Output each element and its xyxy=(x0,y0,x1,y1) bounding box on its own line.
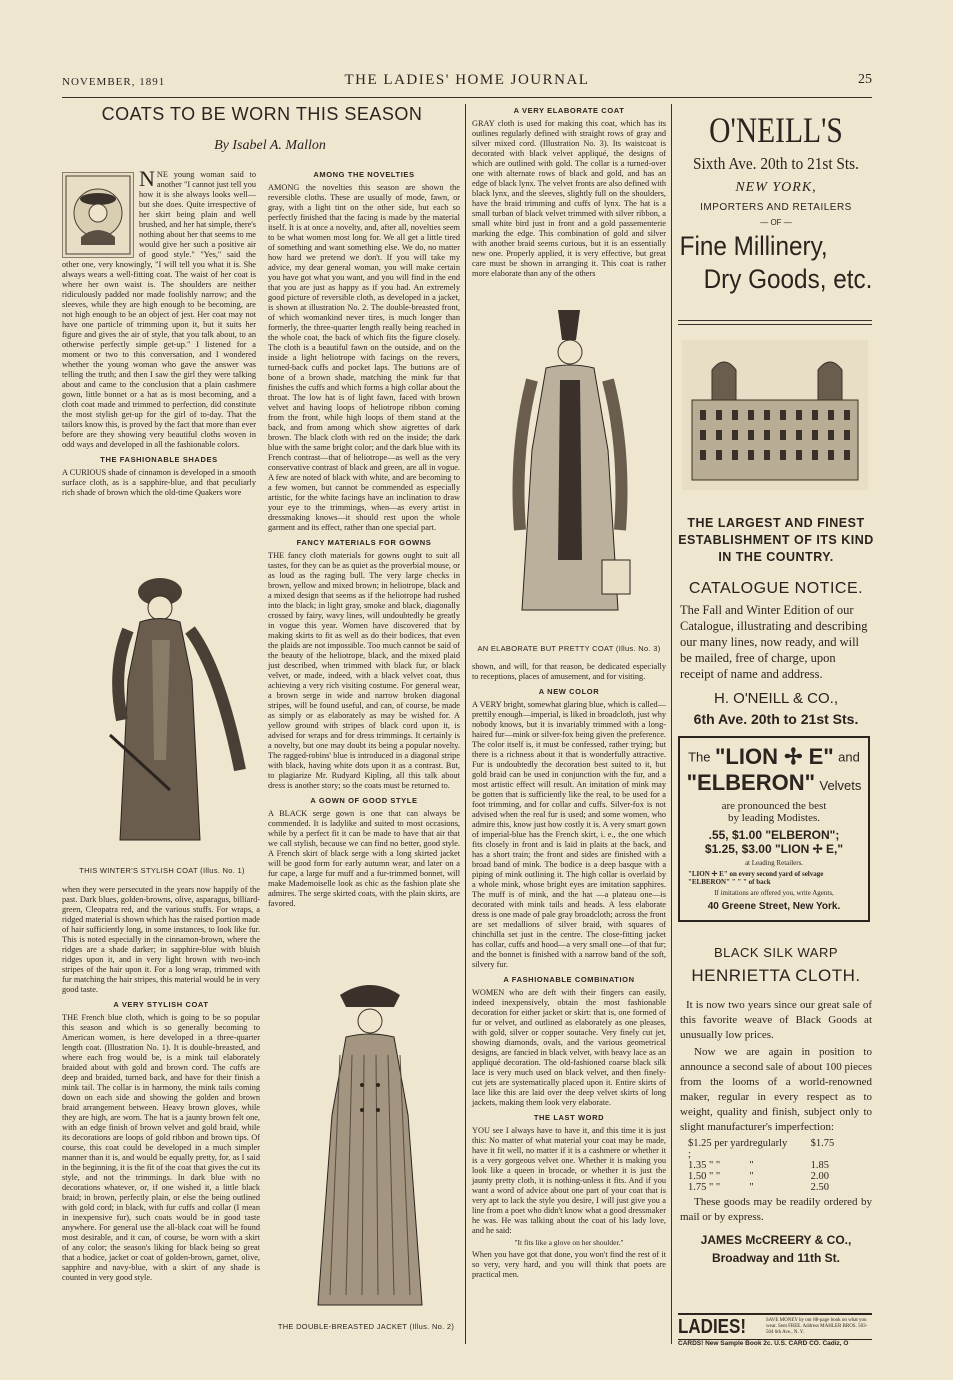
fancy-materials-text: THE fancy cloth materials for gowns ought to suit all tastes, for they can be as quiet as the proverbial mouse, or as loud as the raging bull. The very large checks in brown, yellow and mixed brown; in heliotrope, black and a mixed design that seems as if the heliotrope had rushed into the black; in light gray, smoke and black, diagonally crossed by fairy, wavy lines, will undoubtedly be greatly in vogue this year. Women have discovered that by making skirts to fit as well as do their bodices, that even the plaids are not impossible. Too much cannot be said of the beauty of the heliotrope, black, and the mixed plaid just described, when trimmed with black fur, or black velvet, or made, indeed, with a black velvet coat, thus achieving a very rich visiting costume. For general wear, a brown serge in wide and narrow broken diagonal stripes, will be found useful, and can, of course, be made as simply or as elaborately as may be wished for. A yellow ground with stripes of black cord upon it, is advised for wraps and for dress trimmings. It certainly is a novelty, but one may doubt its being a popular novelty. The ragged-robins' blue is introduced in a diagonal stripe with black, having white dots upon it as a contrast. But, to plagiarize Mr. Rudyard Kipling, all this talk about dress is another story; so the coats must be returned to. xyxy=(268,551,460,790)
subheading-novelties: AMONG THE NOVELTIES xyxy=(313,170,415,179)
ladies-ad xyxy=(678,1313,872,1340)
henrietta-warp: BLACK SILK WARP xyxy=(713,945,839,960)
oneill-catalogue-notice: CATALOGUE NOTICE. xyxy=(688,580,864,597)
oneill-ad xyxy=(676,110,876,295)
price-cell-b: " xyxy=(749,1171,754,1182)
price-row xyxy=(688,1160,872,1171)
oneill-ad-bottom xyxy=(676,515,876,727)
oneill-address: Sixth Ave. 20th to 21st Sts. xyxy=(693,154,859,173)
store-building-engraving xyxy=(682,340,868,490)
henrietta-ad xyxy=(676,945,876,1265)
column-divider xyxy=(671,104,672,1344)
price-cell-a: 1.35 " " xyxy=(688,1160,721,1171)
fashionable-shades-text: A CURIOUS shade of cinnamon is developed in a smooth surface cloth, as is a sapphire-blue, and that peculiarly rich shade of brown which the old-time Quakers wore xyxy=(62,468,256,497)
page-number: 25 xyxy=(858,72,872,87)
henrietta-p1: It is now two years since our great sale of this favorite weave of Black Goods at unusually low prices. xyxy=(680,999,872,1041)
lion-retailers: at Leading Retailers. xyxy=(744,859,804,867)
lion-modistes: by leading Modistes. xyxy=(728,812,820,824)
illustration-1 xyxy=(100,560,260,865)
combination-text: WOMEN who are deft with their fingers can easily, indeed inexpensively, obtain the most fashionable decoration for either jacket or skirt: that is, one formed of fur or velvet, and outlined as elaborately as one pleases, with gold, silver or copper soutache. Very finely cut jet, showing diamonds, ovals, and the various geometrical designs, are fancied in black velvet, with heavy lace as an appliqué decoration. The old-fashioned coarse black silk lace is very much used on black velvet, and then finely-cut jets are systematically placed upon it. Entire skirts of lace like this are laid over the deep velvet skirts of long jackets, making them look very elaborate. xyxy=(472,988,666,1107)
article-title: COATS TO BE WORN THIS SEASON xyxy=(101,104,423,124)
oneill-largest: THE LARGEST AND FINEST ESTABLISHMENT OF ITS KIND IN THE COUNTRY. xyxy=(678,516,874,564)
lion-the: The xyxy=(688,749,711,765)
ad-rule xyxy=(678,320,872,321)
subheading-elaborate-coat: A VERY ELABORATE COAT xyxy=(513,106,625,115)
issue-date: NOVEMBER, 1891 xyxy=(62,76,166,88)
cards-ad: CARDS! New Sample Book 2c. U.S. CARD CO. Cadiz, O xyxy=(678,1340,849,1347)
subheading-fancy-materials: FANCY MATERIALS FOR GOWNS xyxy=(296,538,432,547)
price-cell-a: $1.25 per yard ; xyxy=(688,1138,749,1160)
subheading-fashionable-shades: THE FASHIONABLE SHADES xyxy=(100,455,218,464)
column-3-top xyxy=(472,106,666,296)
price-row xyxy=(688,1138,872,1160)
lion-brand: "LION ✢ E" xyxy=(714,744,834,769)
last-word-text: YOU see I always have to have it, and this time it is just this: No matter of what material your coat may be made, have it fit well, no matter if it is a cashmere or whether it is a very gorgeous velvet one. Whether it is making you look like a queen in brocade, or whether it is just the jaunty pretty cloth, it is nothing-unless it fits. And if you want a word of advice about one part of your coat that is very apt to lack the style you desire, I will just give you a line from a poet who didn't know what a good dressmaker he was. He was talking about the coat of his lady love, and he said: xyxy=(472,1126,666,1235)
oneill-address-2: 6th Ave. 20th to 21st Sts. xyxy=(693,711,859,727)
final-text: When you have got that done, you won't find the rest of it so very, very hard, and you will think that poets are practical men. xyxy=(472,1250,666,1279)
lion-price-1: .55, $1.00 "ELBERON"; xyxy=(708,828,840,842)
price-cell-c: 1.85 xyxy=(810,1160,830,1171)
journal-title: THE LADIES' HOME JOURNAL xyxy=(344,72,590,88)
elberon-brand: "ELBERON" xyxy=(686,770,816,795)
caption-illus-1: THIS WINTER'S STYLISH COAT (Illus. No. 1) xyxy=(79,866,245,875)
henrietta-p3: These goods may be readily ordered by mail or by express. xyxy=(680,1196,872,1223)
price-cell-b: regularly xyxy=(749,1138,788,1149)
subheading-combination: A FASHIONABLE COMBINATION xyxy=(503,975,635,984)
subheading-last-word: THE LAST WORD xyxy=(533,1113,605,1122)
ad-rule xyxy=(678,324,872,325)
lion-elberon-ad xyxy=(678,736,870,922)
lion-note-3: If imitations are offered you, write Agents, xyxy=(714,889,834,897)
elaborate-coat-text: GRAY cloth is used for making this coat, which has its outlines regularly defined with straight rows of gray and silver mixed cord. (Illustration No. 3). Its waistcoat is decorated with black velvet appliqué, the designs of which are outlined with gold. The collar is a turned-over one with alternate rows of black and gold, and has an edge of black lynx. The velvet fronts are also defined with black lynx, and the sleeves, slightly full on the shoulders, have the braid trimming and cuffs of lynx. The hat is a small turban of black velvet trimmed with silver ribbon, a small white bird just in front and a gold passementerie marking the edge. This combination of gold and silver with another braid seems curious, but it is an essentially new one. Properly applied, it is very effective, but great care must be shown in arranging it. This coat is rather more elaborate than any of the others xyxy=(472,119,666,278)
stylish-coat-text: THE French blue cloth, which is going to be so popular this season and which is so generally becoming to American women, is here developed in a three-quarter length coat. (Illustration No. 1). It is double-breasted, and where each frog would be, is a mink tail elaborately braided about with gold and brown cord. The cuffs are deep and braided, turned back, and have for their finish a mink tail. The collar is in harmony, the mink tails coming down on each side and showing the golden and brown braid arrangement between. Heavy brown gloves, while they are high, are worn. The hat is a jaunty brown felt one, with an edge finish of brown velvet and gold braid, while its decorations are loops of gold ribbon and brown tips. Of course, this coat could be developed in a much simpler manner than it is, and would be equally pretty, for, as I said in the beginning, it is the fit of the coat that gives the cut its style, and not the trimmings. In dark blue with no decorations whatever, or, if one wished it, a little black braid; in brown, perfectly plain, or else the being outlined with gold cord; in black, with fur cuffs and collar (I mean in inexpensive fur), such coats would be in good taste anywhere. For general use the all-black coat will be found most desirable, and it can, of course, be worn with a skirt of any color; the season's liking for black being so great that a bodice, jacket or coat of golden-brown, garnet, olive, sapphire and navy-blue, with a skirt of any shade is counted in very good style. xyxy=(62,1013,260,1282)
subheading-good-style: A GOWN OF GOOD STYLE xyxy=(310,796,418,805)
illustration-3 xyxy=(490,310,650,640)
price-row xyxy=(688,1182,872,1193)
good-style-text: A BLACK serge gown is one that can always be commended. It is ladylike and suited to most occasions, while by a perfect fit it can be made to have that air that we call stylish, because we can find no better, good style. A French skirt of black serge with a long skirted jacket will be good form for early autumn wear, and later on a fur cape, a large fur muff and a fur-trimmed bonnet, will make Mademoiselle look as chic as the fashion plate she admires. The serge skirted coats, with the plain skirts, are favored. xyxy=(268,809,460,908)
price-cell-a: 1.75 " " xyxy=(688,1182,721,1193)
shades-continued-text: when they were persecuted in the years now happily of the past. Dark blues, golden-browns, olive, asparagus, billiard-green, Cleopatra red, and the various stuffs. For wraps, a ridged material is shown which has the raised portion made of hair sufficiently long, in some instances, to look like fur. This is noted especially in the cinnamon-brown, where the ridges are a shade darker; in sapphire-blue with bluish ridges upon it, and in very light brown with two-inch stripes of the hair upon it. For a long wrap, trimmed with fur matching the hair stripes, this material would be in very good taste. xyxy=(62,885,260,994)
henrietta-p2: Now we are again in position to announce a second sale of about 100 pieces from the looms of a world-renowned maker, regular in every respect as to weight, quality and finish, subject only to slight manufacturer's imperfection: xyxy=(680,1046,872,1133)
ladies-word: LADIES! xyxy=(678,1315,746,1338)
lion-pronounced: are pronounced the best xyxy=(721,800,827,812)
caption-illus-3: AN ELABORATE BUT PRETTY COAT (Illus. No. 3) xyxy=(477,644,661,653)
oneill-importers: IMPORTERS AND RETAILERS xyxy=(700,202,852,213)
new-color-text: A VERY bright, somewhat glaring blue, which is called—prettily enough—imperial, is liked in broadcloth, just why nobody knows, but it is invariably trimmed with a long-haired fur—mink or silver-fox being given the preference. The color itself is, it must be confessed, rather trying; but there is a richness about it that is wonderfully attractive. Fur is undoubtedly the decoration best suited to it, but gold braid can be used in conjunction with the fur, and a most artistic effect will result. An imitation of mink may be gotten that is sufficiently like the real, to be used for a foot trimming, and for collar and cuffs. Silver-fox is not advised when the real fur is used; and some women, who admire this, know just how costly it is. A very smart gown of imperial-blue has the French skirt, i. e., the one which fits closely in front and is laid in plaits at the back, and has a short train; the front and sides are finished with a broad band of mink. The bodice is a deep basque with a piping of mink outlining it. The high collar is overlaid by a whole mink, whose bright eyes are imitation sapphires. The muff is of mink, and the hat —a plateau one—is decorated with mink tails and heads. A less elaborate dress is one made of pale gray broadcloth; across the front are set medallions of silver braid, with squares of chinchilla set just in the centre. The close-fitting jacket has collar, cuffs and hood—a very small one—of that fur; and the bonnet is finished with a narrow band of the soft, silvery fur. xyxy=(472,700,666,969)
column-2 xyxy=(268,170,460,908)
lion-address: 40 Greene Street, New York. xyxy=(707,901,841,912)
column-1-intro xyxy=(62,166,256,520)
drop-cap: N xyxy=(139,166,155,191)
header-rule xyxy=(62,97,872,98)
lion-note-2: "ELBERON" " " " of back xyxy=(688,878,771,886)
illustration-2 xyxy=(300,975,440,1320)
lion-velvets: Velvets xyxy=(819,778,862,793)
oneill-company: H. O'NEILL & CO., xyxy=(713,690,838,707)
column-1-continued xyxy=(62,885,260,1345)
poem-quote: "It fits like a glove on her shoulder." xyxy=(514,1238,624,1247)
oneill-name: O'NEILL'S xyxy=(709,110,843,150)
henrietta-cloth: HENRIETTA CLOTH. xyxy=(691,966,861,985)
oneill-of: — OF — xyxy=(760,218,792,227)
subheading-stylish-coat: A VERY STYLISH COAT xyxy=(113,1000,209,1009)
page-header xyxy=(62,70,872,96)
price-cell-c: $1.75 xyxy=(810,1138,835,1149)
novelties-text: AMONG the novelties this season are shown the reversible cloths. These are usually of mode, fawn, or gray, with a light tint on the other side, but each so perfectly finished that the facing is made by the material itself. It is at once a novelty, and, after all, novelties seem to be what women most long for. We all get a little tired of something and want something else. We do, no matter how hard we pretend we don't. If you will take my advice, my dear general woman, you will make certain you have got what you want, and you will find in the end that you are just as happy as if you had. An extremely good picture of reversible cloth, as developed in a jacket, is shown at illustration No. 2. The double-breasted front, of which womankind never tires, is much longer than formerly, the three-quarter length really being reached in the whole coat, the back of which fits the figure closely. The cloth is a beautiful fawn on the outside, and on the inside a light heliotrope with facings on the revers, turned-back cuffs and pocket laps. The buttons are of bone of a brown shade, matching the mink fur that finishes the cuffs and which forms a high collar about the throat. The low hat is of light fawn, faced with brown velvet and having loops of heliotrope ribbon coming from the front, while high loops of them stand at the back, and from among which show aigrettes of dark brown. The black cloth with red on the inside; the dark blue with the same bright color; and the dark blue with its French contrast—that of heliotrope—as well as the very conservative contrast of black and green, are all in vogue. A few are noted of black with white, and are becoming to a few women, but cannot be commended as especially artistic, for the white facings have an inclination to draw your eye to the trimmings, when—as every artist in dressmaking knows—it should rest upon the whole garment and its effect, rather than one special part. xyxy=(268,183,460,532)
lion-price-2: $1.25, $3.00 "LION ✢ E," xyxy=(704,842,844,856)
oneill-city: NEW YORK, xyxy=(735,180,817,195)
price-row xyxy=(688,1171,872,1182)
price-cell-c: 2.50 xyxy=(810,1182,830,1193)
article-byline: By Isabel A. Mallon xyxy=(214,138,326,153)
subheading-new-color: A NEW COLOR xyxy=(538,687,600,696)
intro-text: NE young woman said to another "I cannot just tell you how it is she always looks well—but she does. Quite irrespective of her skirt being plain and well brushed, and her hat simple, there's nothing about her that seems to me would give her such a positive air of good style." "Yes," said the other one, very knowingly, "I will tell you what it is. She always wears a well-fitting coat. The waist of her coat is where her own waist is. The shoulders are neither ridiculously padded nor made foolishly narrow; and the sleeves, while they are high enough to be becoming, are not high enough to be an object of jest. Her coat may not have one particle of trimming upon it, but it suits her figure and gives the air of style, that you talk about, to an otherwise perfectly simple get-up." I listened for a moment or two to this conversation, and I wondered whether the young woman who gave the answer was telling the truth; and then I saw the girl they were talking about and came to the conclusion that a plain cashmere gown, little bonnet or a hat as is most becoming, and a cloth coat made and trimmed to perfection, did constitute the most stylish get-up for the girl of to-day. That the tailors know this, is proved by the fact that more than ever before are they showing very beautiful cloths woven in odd ways and developed in all the fashionable colors. xyxy=(62,170,256,449)
lion-and: and xyxy=(838,749,860,765)
lion-note-1: "LION ✢ E" on every second yard of selvage xyxy=(688,870,824,878)
ladies-text: SAVE MONEY by our 88-page book on what you wear. Sent FREE. Address MAHLER BROS. 503-504 6th Ave., N. Y. xyxy=(766,1318,868,1335)
price-cell-b: " xyxy=(749,1160,754,1171)
caption-illus-2: THE DOUBLE-BREASTED JACKET (Illus. No. 2) xyxy=(277,1322,455,1331)
price-cell-a: 1.50 " " xyxy=(688,1171,721,1182)
column-divider xyxy=(465,104,466,1344)
price-cell-c: 2.00 xyxy=(810,1171,830,1182)
portrait-engraving xyxy=(62,172,134,258)
price-cell-b: " xyxy=(749,1182,754,1193)
henrietta-company: JAMES McCREERY & CO., xyxy=(700,1233,852,1247)
oneill-line2: Dry Goods, etc. xyxy=(703,264,873,294)
oneill-catalogue-text: The Fall and Winter Edition of our Catalogue, illustrating and describing our many lines, now ready, and will be mailed, free of charge, upon receipt of name and address. xyxy=(680,603,868,681)
column-3-bottom xyxy=(472,662,666,1342)
elaborate-coat-continued: shown, and will, for that reason, be dedicated especially to receptions, places of amusement, and for visiting. xyxy=(472,662,666,681)
oneill-line1: Fine Millinery, xyxy=(679,231,828,261)
henrietta-price-table xyxy=(688,1138,872,1193)
henrietta-address: Broadway and 11th St. xyxy=(711,1251,841,1265)
